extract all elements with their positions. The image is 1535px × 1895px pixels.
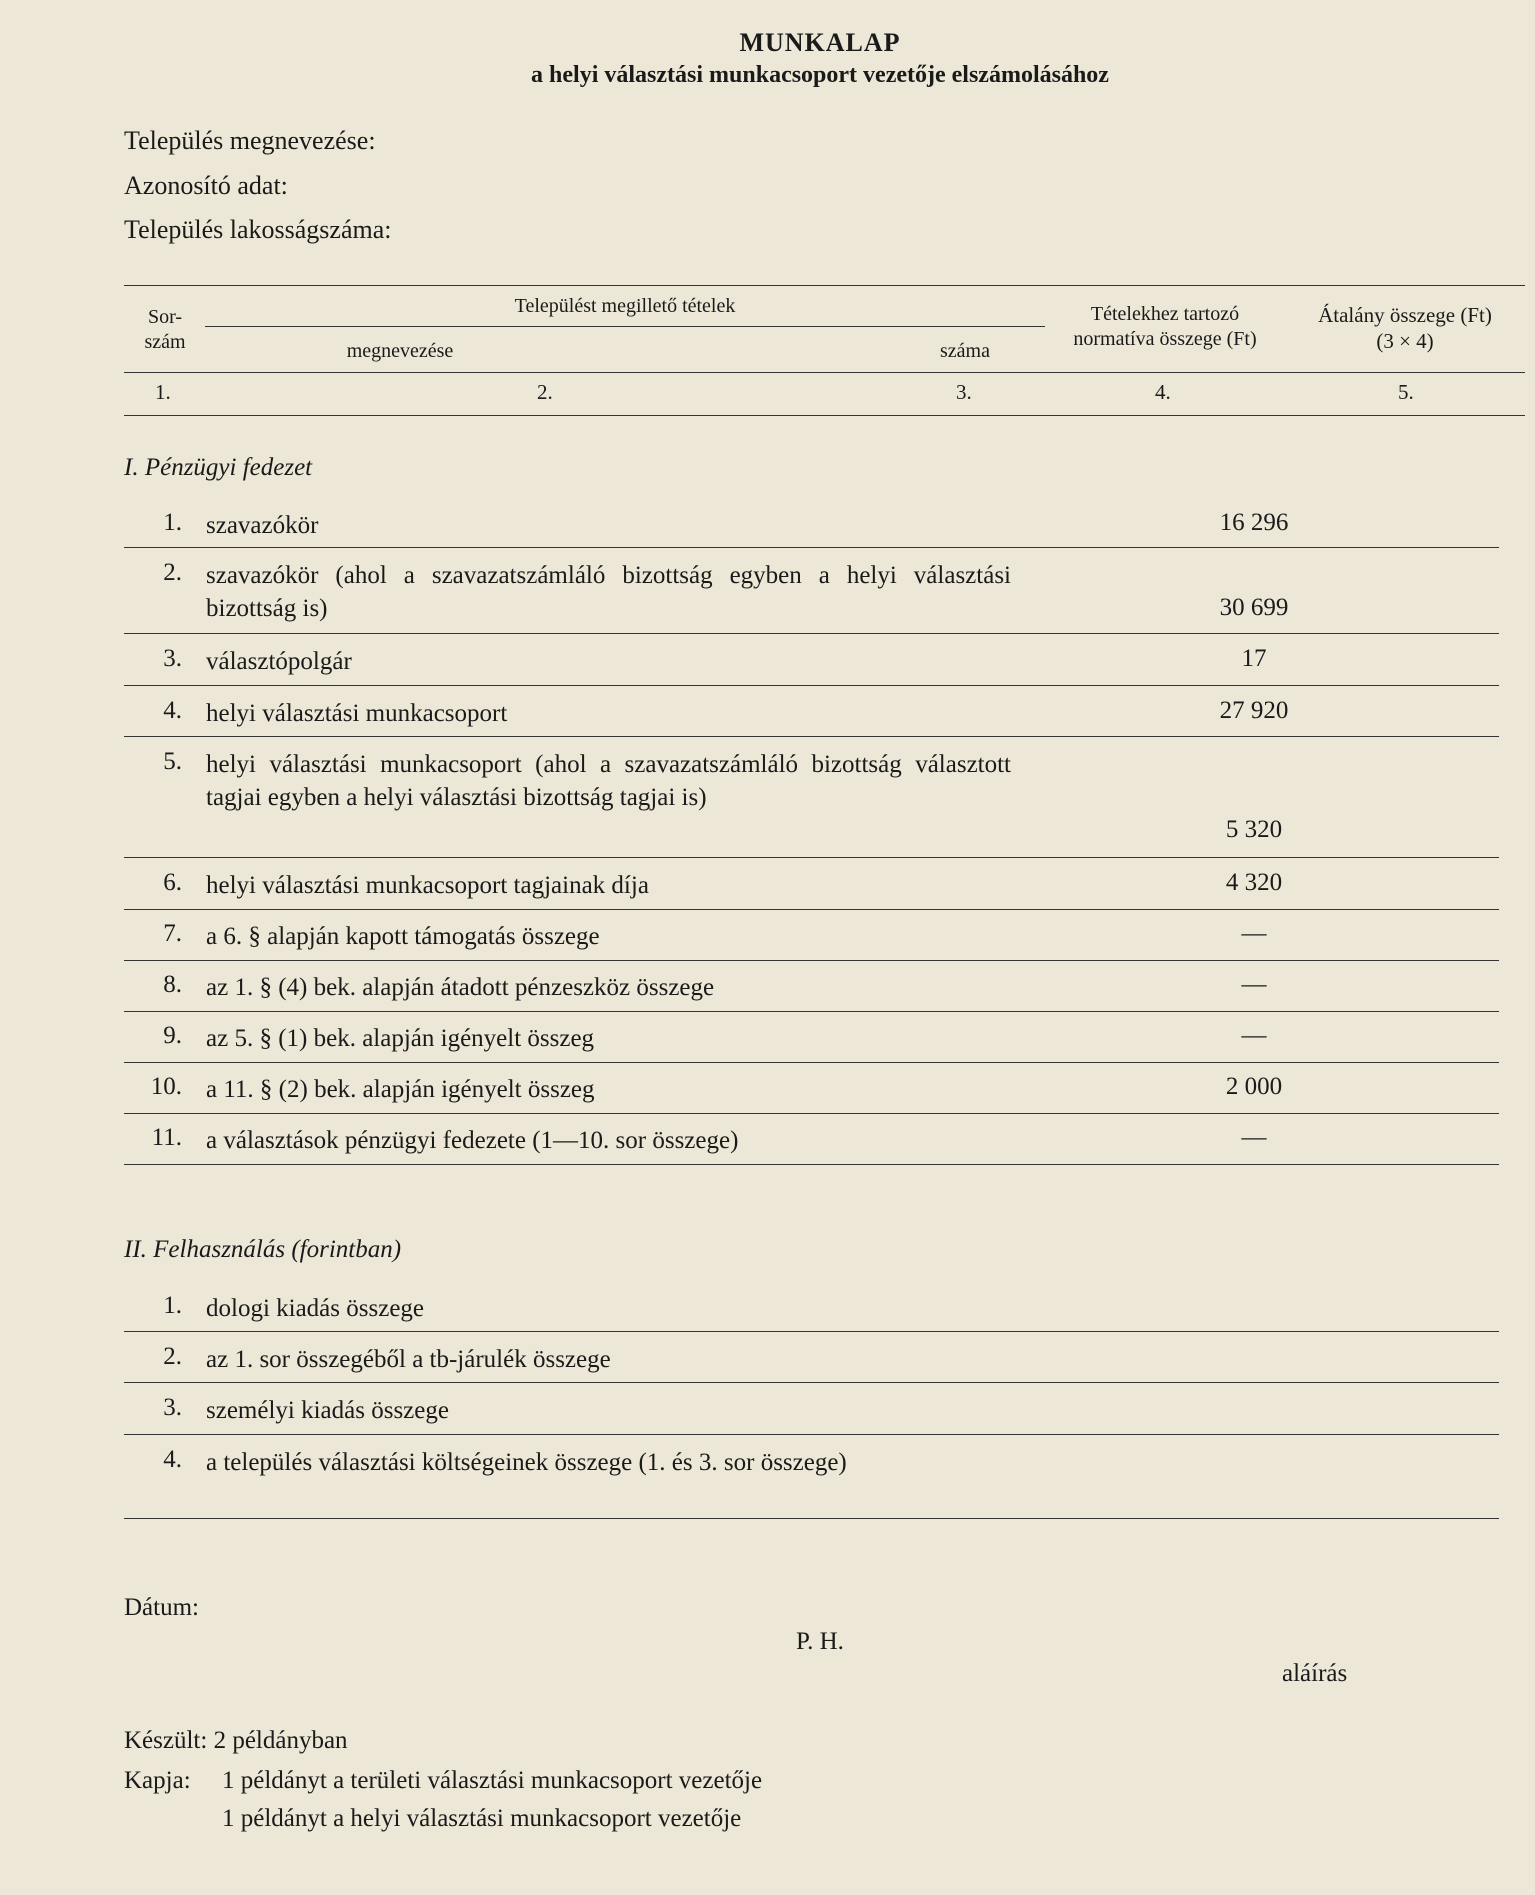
row-divider <box>124 1164 1499 1165</box>
recipient-1: 1 példányt a területi választási munkacsoport vezetője <box>222 1767 763 1794</box>
section-usage-title: II. Felhasználás (forintban) <box>124 1236 402 1263</box>
column-number-1: 1. <box>155 380 171 404</box>
row-number: 11. <box>151 1124 182 1151</box>
row-normative-value: — <box>1241 1022 1267 1049</box>
identifier-label: Azonosító adat: <box>124 171 288 200</box>
row-normative-value: 27 920 <box>1219 697 1289 724</box>
row-divider <box>124 909 1499 910</box>
row-normative-value: 4 320 <box>1225 869 1283 896</box>
row-text: személyi kiadás összege <box>206 1397 449 1424</box>
row-number: 5. <box>163 748 182 775</box>
row-divider <box>124 857 1499 858</box>
row-divider <box>124 547 1499 548</box>
row-normative-value: — <box>1241 1124 1267 1151</box>
document-subtitle: a helyi választási munkacsoport vezetője elszámolásához <box>531 62 1109 88</box>
row-divider <box>124 685 1499 686</box>
row-divider <box>124 960 1499 961</box>
row-number: 10. <box>150 1073 182 1100</box>
row-divider <box>124 1518 1499 1519</box>
signature-label: aláírás <box>1282 1660 1348 1687</box>
header-lump-sum: Átalány összege (Ft) (3 × 4) <box>1318 303 1492 354</box>
population-label: Település lakosságszáma: <box>124 215 392 244</box>
row-number: 3. <box>163 645 182 672</box>
header-sorszam: Sor- szám <box>144 306 186 353</box>
row-normative-value: 2 000 <box>1225 1073 1283 1100</box>
header-normative: Tételekhez tartozó normatíva összege (Ft) <box>1073 303 1257 350</box>
row-divider <box>124 1434 1499 1435</box>
row-number: 2. <box>163 1343 182 1370</box>
row-text: a 11. § (2) bek. alapján igényelt összeg <box>206 1076 595 1103</box>
row-normative-value: 17 <box>1241 645 1267 672</box>
row-number: 8. <box>163 971 182 998</box>
row-number: 4. <box>163 1446 182 1473</box>
header-mid-rule <box>124 372 1525 373</box>
row-text: helyi választási munkacsoport <box>206 700 508 727</box>
row-text: az 1. § (4) bek. alapján átadott pénzeszköz összege <box>206 974 715 1001</box>
column-number-3: 3. <box>956 380 972 404</box>
row-number: 1. <box>163 1292 182 1319</box>
row-number: 9. <box>163 1022 182 1049</box>
row-divider <box>124 1331 1499 1332</box>
row-divider <box>124 1062 1499 1063</box>
document-title: MUNKALAP <box>739 28 901 57</box>
row-divider <box>124 1113 1499 1114</box>
row-normative-value: — <box>1241 920 1267 947</box>
column-number-5: 5. <box>1398 380 1414 404</box>
recipient-2: 1 példányt a helyi választási munkacsoport vezetője <box>222 1805 742 1832</box>
row-divider <box>124 633 1499 634</box>
row-text: a település választási költségeinek összege (1. és 3. sor összege) <box>206 1449 847 1476</box>
row-number: 7. <box>163 920 182 947</box>
header-name: megnevezése <box>346 340 454 362</box>
row-text: választópolgár <box>206 648 352 675</box>
header-bottom-rule <box>124 415 1525 416</box>
row-text: az 5. § (1) bek. alapján igényelt összeg <box>206 1025 595 1052</box>
section-financial-coverage-title: I. Pénzügyi fedezet <box>124 454 313 481</box>
row-normative-value: 16 296 <box>1219 509 1289 536</box>
settlement-name-label: Település megnevezése: <box>124 126 376 155</box>
row-number: 1. <box>163 509 182 536</box>
row-divider <box>124 736 1499 737</box>
row-number: 6. <box>163 869 182 896</box>
row-normative-value: — <box>1241 971 1267 998</box>
header-count: száma <box>940 340 990 362</box>
row-text: a választások pénzügyi fedezete (1—10. sor összege) <box>206 1127 739 1154</box>
row-text: dologi kiadás összege <box>206 1295 425 1322</box>
recipient-label: Kapja: <box>124 1767 191 1794</box>
row-number: 3. <box>163 1394 182 1421</box>
row-text: helyi választási munkacsoport tagjainak díja <box>206 872 649 899</box>
row-text: helyi választási munkacsoport (ahol a szavazatszámláló bizottság választott tagjai egyben a helyi választási bizottság tagjai is) <box>206 751 1011 811</box>
row-text: szavazókör <box>206 512 319 539</box>
column-number-2: 2. <box>537 380 553 404</box>
row-number: 4. <box>163 697 182 724</box>
stamp-placeholder: P. H. <box>796 1628 844 1655</box>
column-number-4: 4. <box>1155 380 1171 404</box>
header-group: Települést megillető tételek <box>514 295 736 317</box>
row-normative-value: 30 699 <box>1219 594 1289 621</box>
row-divider <box>124 1382 1499 1383</box>
row-text: a 6. § alapján kapott támogatás összege <box>206 923 600 950</box>
row-divider <box>124 1011 1499 1012</box>
copies-note: Készült: 2 példányban <box>124 1727 348 1754</box>
row-text: szavazókör (ahol a szavazatszámláló bizottság egyben a helyi választási bizottság is) <box>206 562 1011 622</box>
header-top-rule <box>124 285 1525 286</box>
row-text: az 1. sor összegéből a tb-járulék összege <box>206 1346 611 1373</box>
date-label: Dátum: <box>124 1594 199 1621</box>
header-group-rule <box>205 326 1045 327</box>
row-number: 2. <box>163 559 182 586</box>
row-normative-value: 5 320 <box>1225 816 1283 843</box>
